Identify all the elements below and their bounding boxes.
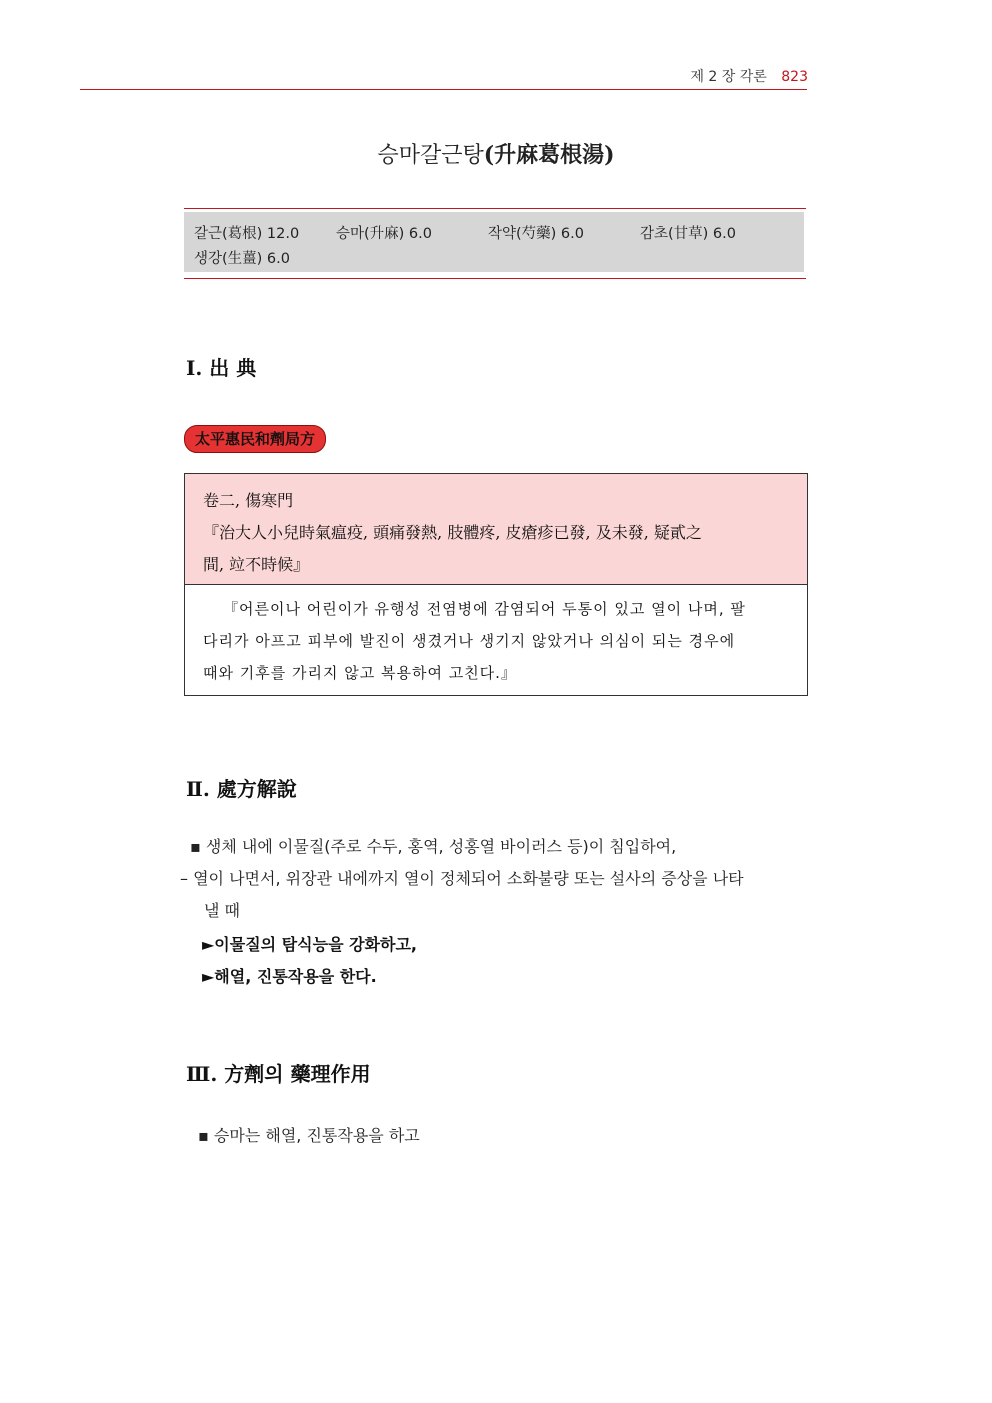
explanation-line: ▪ 생체 내에 이물질(주로 수두, 홍역, 성홍열 바이러스 등)이 침입하여,	[190, 837, 677, 856]
source-quote-box	[184, 473, 808, 696]
herb-item: 생강(生薑) 6.0	[194, 251, 290, 267]
page-title	[0, 138, 992, 169]
herb-item: 갈근(葛根) 12.0	[194, 226, 300, 242]
section-heading-pharmacology: Ⅲ. 方劑의 藥理作用	[186, 1062, 371, 1086]
translation-line: 때와 기후를 가리지 않고 복용하여 고친다.』	[203, 664, 517, 682]
explanation-point: ►이물질의 탐식능을 강화하고,	[202, 935, 417, 954]
title-korean: 승마갈근탕	[377, 143, 484, 168]
original-line: 卷二, 傷寒門	[203, 491, 294, 510]
translation-line: 『어른이나 어린이가 유행성 전염병에 감염되어 두통이 있고 열이 나며, 팔	[223, 600, 746, 618]
page-header	[690, 66, 808, 86]
herb-item: 승마(升麻) 6.0	[336, 226, 432, 242]
composition-box	[184, 212, 804, 272]
composition-bottom-rule	[184, 278, 806, 279]
section-heading-explanation: Ⅱ. 處方解說	[186, 777, 297, 801]
chapter-label: 제 2 장 각론	[690, 69, 767, 85]
page-number: 823	[781, 69, 808, 85]
composition-top-rule	[184, 208, 806, 209]
translation-line: 다리가 아프고 피부에 발진이 생겼거나 생기지 않았거나 의심이 되는 경우에	[203, 632, 736, 650]
source-original	[185, 474, 807, 585]
source-badge: 太平惠民和劑局方	[184, 425, 326, 453]
explanation-line: – 열이 나면서, 위장관 내에까지 열이 정체되어 소화불량 또는 설사의 증상을 나타	[180, 869, 744, 888]
explanation-line: 낼 때	[204, 901, 240, 920]
herb-item: 감초(甘草) 6.0	[640, 226, 736, 242]
explanation-point: ►해열, 진통작용을 한다.	[202, 967, 377, 986]
section-heading-source: Ⅰ. 出 典	[186, 356, 257, 380]
pharmacology-line: ▪ 승마는 해열, 진통작용을 하고	[198, 1126, 420, 1145]
title-hanja: (升麻葛根湯)	[483, 142, 615, 168]
herb-item: 작약(芍藥) 6.0	[488, 226, 584, 242]
original-line: 間, 竝不時候』	[203, 555, 310, 574]
header-rule	[80, 89, 807, 90]
original-line: 『治大人小兒時氣瘟疫, 頭痛發熱, 肢體疼, 皮瘡疹已發, 及未發, 疑貳之	[203, 523, 702, 542]
